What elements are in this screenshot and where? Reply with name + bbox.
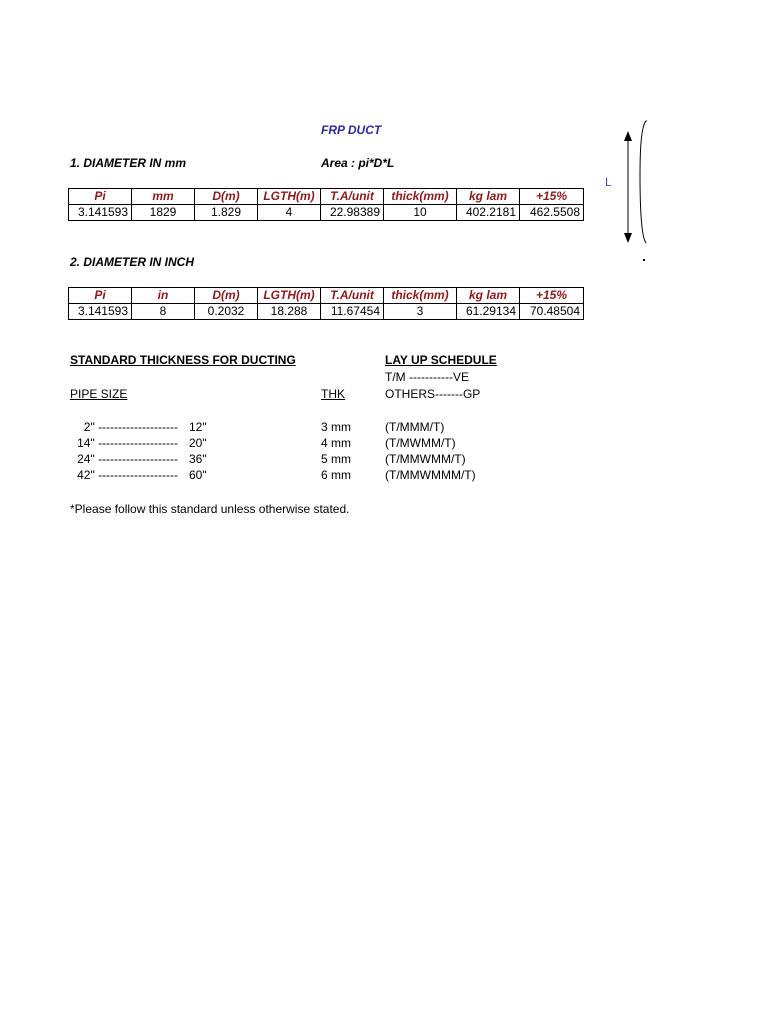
header-cell: kg lam	[457, 288, 520, 304]
header-cell: Pi	[69, 288, 132, 304]
arrow-down-icon	[624, 233, 632, 243]
diagram-dot	[643, 259, 645, 261]
cell-inch[interactable]: 8	[132, 304, 195, 320]
layup-heading: LAY UP SCHEDULE	[385, 353, 497, 367]
thickness-value: 6 mm	[321, 468, 351, 482]
table-row	[69, 205, 584, 221]
cell-kg-lam[interactable]: 402.2181	[457, 205, 520, 221]
pipe-size-to: 60"	[189, 468, 207, 482]
arrow-up-icon	[624, 131, 632, 141]
table-row	[69, 304, 584, 320]
cell-plus-15[interactable]: 70.48504	[520, 304, 584, 320]
pipe-size-from: 2" --------------------	[83, 420, 178, 434]
pipe-size-from: 24" --------------------	[77, 452, 178, 466]
header-cell: thick(mm)	[384, 189, 457, 205]
thickness-value: 5 mm	[321, 452, 351, 466]
page-title: FRP DUCT	[321, 123, 382, 137]
inch-calc-table	[68, 287, 584, 320]
cell-pi[interactable]: 3.141593	[69, 304, 132, 320]
cell-diameter[interactable]: 1.829	[195, 205, 258, 221]
duct-outline	[640, 121, 646, 243]
pipe-size-to: 36"	[189, 452, 207, 466]
cell-thickness[interactable]: 3	[384, 304, 457, 320]
cell-diameter[interactable]: 0.2032	[195, 304, 258, 320]
layup-value: (T/MMWMMM/T)	[385, 468, 476, 482]
layup-line-1: T/M -----------VE	[385, 370, 469, 384]
cell-area[interactable]: 22.98389	[321, 205, 384, 221]
cell-plus-15[interactable]: 462.5508	[520, 205, 584, 221]
header-cell: in	[132, 288, 195, 304]
pipe-size-label: PIPE SIZE	[70, 387, 128, 401]
header-cell: thick(mm)	[384, 288, 457, 304]
cell-pi[interactable]: 3.141593	[69, 205, 132, 221]
header-cell: T.A/unit	[321, 288, 384, 304]
pipe-size-from: 14" --------------------	[77, 436, 178, 450]
pipe-size-to: 20"	[189, 436, 207, 450]
cell-length[interactable]: 4	[258, 205, 321, 221]
pipe-size-from: 42" --------------------	[77, 468, 178, 482]
header-cell: Pi	[69, 189, 132, 205]
section1-heading: 1. DIAMETER IN mm	[70, 156, 187, 170]
area-formula: Area : pi*D*L	[321, 156, 395, 170]
standard-note: *Please follow this standard unless otherwise stated.	[70, 502, 350, 516]
header-cell: LGTH(m)	[258, 189, 321, 205]
section2-heading: 2. DIAMETER IN INCH	[70, 255, 195, 269]
header-cell: +15%	[520, 189, 584, 205]
cell-mm[interactable]: 1829	[132, 205, 195, 221]
layup-value: (T/MMWMM/T)	[385, 452, 466, 466]
standard-heading: STANDARD THICKNESS FOR DUCTING	[70, 353, 296, 367]
layup-value: (T/MMM/T)	[385, 420, 445, 434]
header-cell: T.A/unit	[321, 189, 384, 205]
header-cell: D(m)	[195, 288, 258, 304]
cell-length[interactable]: 18.288	[258, 304, 321, 320]
table-header-row	[69, 189, 584, 205]
layup-line-2: OTHERS-------GP	[385, 387, 481, 401]
header-cell: mm	[132, 189, 195, 205]
header-cell: +15%	[520, 288, 584, 304]
table-header-row	[69, 288, 584, 304]
layup-value: (T/MWMM/T)	[385, 436, 456, 450]
mm-calc-table	[68, 188, 584, 221]
pipe-size-to: 12"	[189, 420, 207, 434]
cell-kg-lam[interactable]: 61.29134	[457, 304, 520, 320]
header-cell: LGTH(m)	[258, 288, 321, 304]
thickness-value: 4 mm	[321, 436, 351, 450]
thk-label: THK	[321, 387, 345, 401]
thickness-value: 3 mm	[321, 420, 351, 434]
cell-area[interactable]: 11.67454	[321, 304, 384, 320]
cell-thickness[interactable]: 10	[384, 205, 457, 221]
length-label: L	[605, 175, 612, 189]
duct-length-diagram	[600, 115, 768, 265]
header-cell: D(m)	[195, 189, 258, 205]
header-cell: kg lam	[457, 189, 520, 205]
